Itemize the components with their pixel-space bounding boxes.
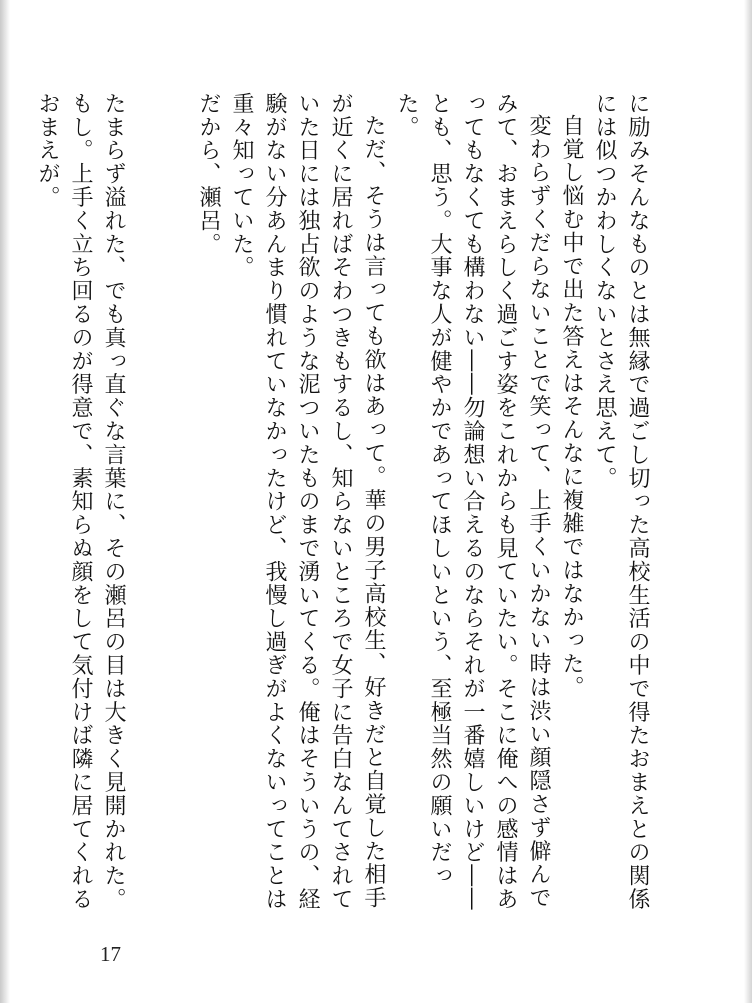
page-edge-shadow-left [0,0,10,1003]
page-edge-shadow-right [744,0,752,1003]
paragraph-1: に励みそんなものとは無縁で過ごし切った高校生活の中で得たおまえとの関係には似つかわしくないとさえ思えて。 [592,92,650,911]
paragraph-7: もし。上手く立ち回るのが得意で、素知らぬ顔をして気付けば隣に居てくれるおまえが。 [35,92,93,911]
paragraph-2: 自覚し悩む中で出た答えはそんなに複雑ではなかった。 [559,114,584,699]
scene-break [130,92,192,922]
paragraph-6: たまらず溢れた、でも真っ直ぐな言葉に、その瀬呂の目は大きく見開かれた。 [101,92,126,911]
paragraph-3: 変わらずくだらないことで笑って、上手くいかない時は渋い顔隠さず僻んでみて、おまえらしく過ごす姿をこれからも見ていたい。そこに俺への感情はあってもなくても構わない――勿論想い合えるのならそれが一番嬉しいけど――とも、思う。大事な人が健やかであってほしいという、至極当然の願いだった。 [394,92,551,911]
paragraph-5: だから、瀬呂。 [196,92,221,256]
page-number: 17 [100,942,121,966]
paragraph-4: ただ、そうは言っても欲はあって。華の男子高校生、好きだと自覚した相手が近くに居ればそわつきもするし、知らないところで女子に告白なんてされていた日には独占欲のような泥ついたものまで湧いてくる。俺はそういうの、経験がない分あんまり慣れていなかったけど、我慢し過ぎがよくないってことは重々知っていた。 [229,92,386,911]
vertical-text-body [35,92,654,922]
